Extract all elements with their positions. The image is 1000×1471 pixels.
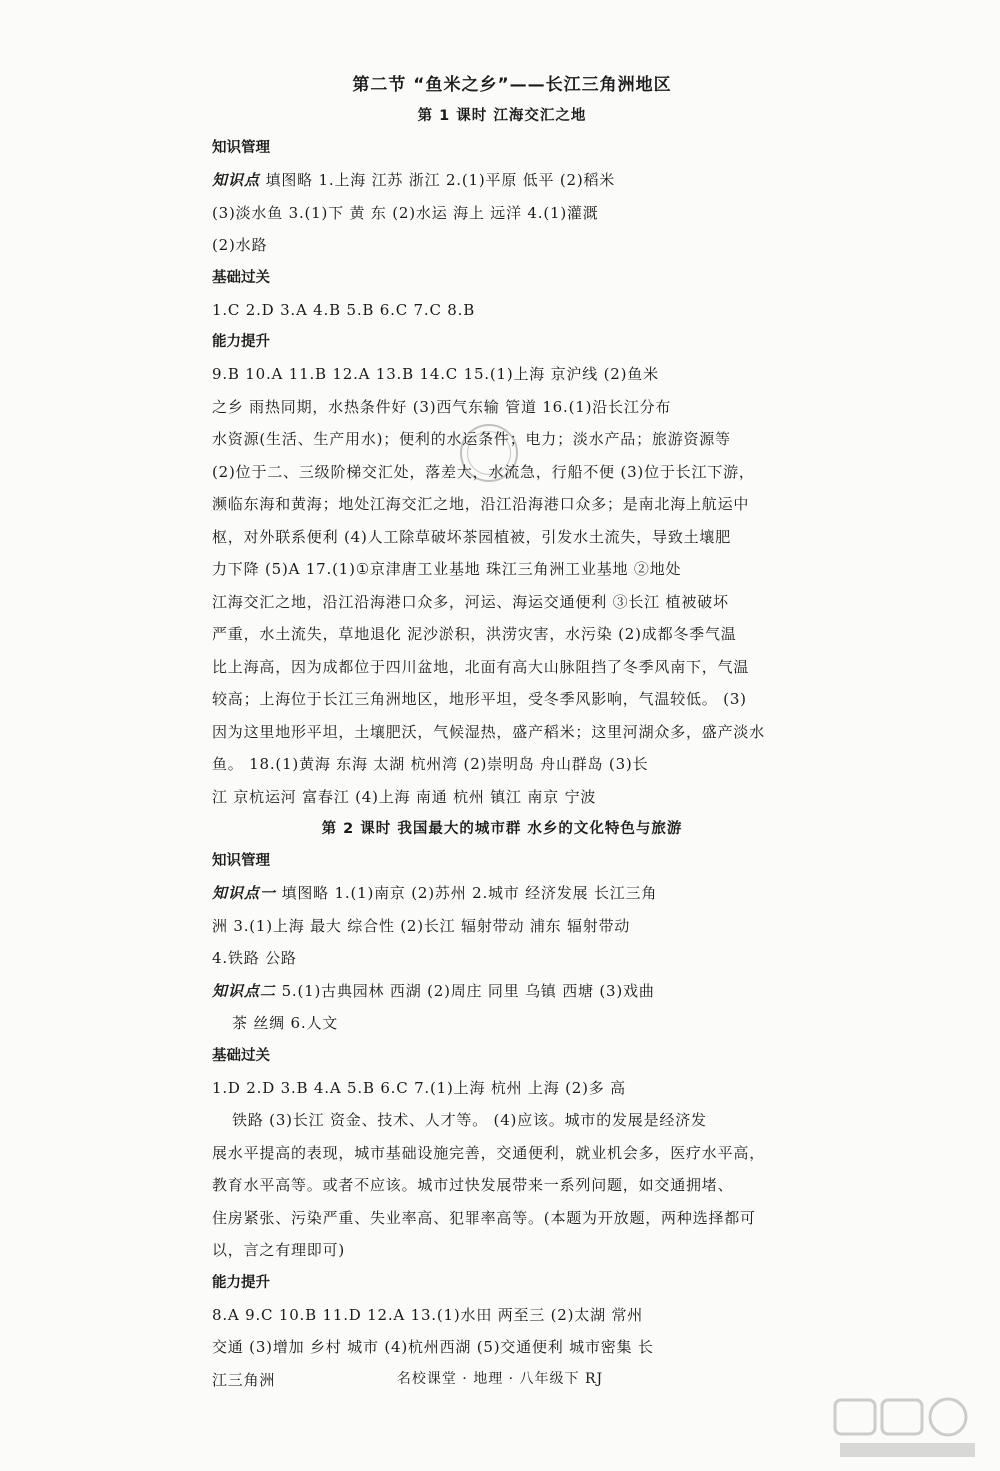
line-text: 铁路 (3)长江 资金、技术、人才等。 (4)应该。城市的发展是经济发 <box>232 1111 707 1129</box>
line-text: 1.D 2.D 3.B 4.A 5.B 6.C 7.(1)上海 杭州 上海 (2)多 高 <box>212 1078 626 1097</box>
line-text: 填图略 1.(1)南京 (2)苏州 2.城市 经济发展 长江三角 <box>276 884 658 902</box>
lesson1-zhishi-block <box>212 164 792 262</box>
line-text: 教育水平高等。或者不应该。城市过快发展带来一系列问题，如交通拥堵、 <box>212 1176 734 1194</box>
knowledge-point-tag: 知识点 <box>212 171 261 189</box>
section-title: 第二节 “鱼米之乡”——长江三角洲地区 <box>352 75 672 95</box>
knowledge-point-tag: 知识点一 <box>212 884 277 902</box>
line-text: 5.(1)古典园林 西湖 (2)周庄 同里 乌镇 西塘 (3)戏曲 <box>276 981 655 1000</box>
answer-line: 较高；上海位于长江三角洲地区，地形平坦，受冬季风影响，气温较低。 (3) <box>212 690 747 708</box>
answer-line: (2)位于二、三级阶梯交汇处，落差大，水流急，行船不便 (3)位于长江下游， <box>212 462 755 481</box>
answer-line <box>212 910 792 943</box>
answer-line <box>212 1202 792 1235</box>
answer-line <box>212 1007 792 1040</box>
answer-line: 之乡 雨热同期，水热条件好 (3)西气东输 管道 16.(1)沿长江分布 <box>212 397 672 416</box>
knowledge-point-tag: 知识点二 <box>212 981 277 1000</box>
answer-line <box>212 1072 792 1105</box>
page-footer: 名校课堂 · 地理 · 八年级下 RJ <box>396 1371 604 1387</box>
answer-line: 力下降 (5)A 17.(1)①京津唐工业基地 珠江三角洲工业基地 ②地处 <box>212 560 682 578</box>
answer-line: 枢，对外联系便利 (4)人工除草破坏茶园植被，引发水土流失，导致土壤肥 <box>212 527 732 546</box>
line-text: 住房紧张、污染严重、失业率高、犯罪率高等。(本题为开放题，两种选择都可 <box>212 1208 756 1227</box>
line-text: 填图略 1.上海 江苏 浙江 2.(1)平原 低平 (2)稻米 <box>260 171 616 189</box>
answer-line: 因为这里地形平坦，土壤肥沃，气候湿热，盛产稻米；这里河湖众多，盛产淡水 <box>212 722 766 741</box>
answer-line: 9.B 10.A 11.B 12.A 13.B 14.C 15.(1)上海 京沪线 (2)鱼米 <box>212 365 659 383</box>
answer-line: 水资源(生活、生产用水)；便利的水运条件；电力；淡水产品；旅游资源等 <box>212 430 731 448</box>
line-text: (2)水路 <box>212 236 268 254</box>
answer-line <box>212 1137 792 1170</box>
line-text: 4.铁路 公路 <box>212 949 297 967</box>
lesson1-nengli-block <box>212 358 792 813</box>
answer-line: 江海交汇之地，沿江沿海港口众多，河运、海运交通便利 ③长江 植被破坏 <box>212 592 729 611</box>
line-text: 展水平提高的表现，城市基础设施完善，交通便利，就业机会多，医疗水平高， <box>212 1143 766 1162</box>
lesson1-jichu-heading: 基础过关 <box>212 269 270 286</box>
answer-line <box>212 197 792 230</box>
answer-line <box>212 942 792 975</box>
lesson1-title: 第 1 课时 江海交汇之地 <box>417 108 587 124</box>
answer-line: 濒临东海和黄海；地处江海交汇之地，沿江沿海港口众多；是南北海上航运中 <box>212 495 750 513</box>
line-text: 茶 丝绸 6.人文 <box>232 1014 339 1032</box>
answer-line: 严重，水土流失，草地退化 泥沙淤积，洪涝灾害，水污染 (2)成都冬季气温 <box>212 625 737 643</box>
answer-line: 鱼。 18.(1)黄海 东海 太湖 杭州湾 (2)崇明岛 舟山群岛 (3)长 <box>212 755 649 773</box>
lesson2-zhishi-heading: 知识管理 <box>212 853 270 869</box>
lesson2-zhishi-block <box>212 877 792 1040</box>
answer-line: 比上海高，因为成都位于四川盆地，北面有高大山脉阻挡了冬季风南下，气温 <box>212 657 750 676</box>
answer-line <box>212 1104 792 1137</box>
line-text: (3)淡水鱼 3.(1)下 黄 东 (2)水运 海上 远洋 4.(1)灌溉 <box>212 203 599 222</box>
lesson2-title: 第 2 课时 我国最大的城市群 水乡的文化特色与旅游 <box>321 821 683 837</box>
answer-line: 8.A 9.C 10.B 11.D 12.A 13.(1)水田 两至三 (2)太湖 常州 <box>212 1305 644 1324</box>
answer-line: 江三角洲 <box>212 1370 276 1389</box>
answer-line: 江 京杭运河 富春江 (4)上海 南通 杭州 镇江 南京 宁波 <box>212 787 597 806</box>
answer-line: 1.C 2.D 3.A 4.B 5.B 6.C 7.C 8.B <box>212 300 476 319</box>
lesson2-jichu-block <box>212 1072 792 1267</box>
line-text: 以，言之有理即可) <box>212 1241 346 1259</box>
lesson1-jichu-block <box>212 294 792 327</box>
answer-line <box>212 1234 792 1267</box>
line-text: 洲 3.(1)上海 最大 综合性 (2)长江 辐射带动 浦东 辐射带动 <box>212 916 631 935</box>
lesson2-jichu-heading: 基础过关 <box>212 1047 270 1064</box>
lesson1-zhishi-heading: 知识管理 <box>212 140 270 156</box>
answer-line <box>212 877 792 910</box>
answer-page <box>212 70 792 1396</box>
answer-line <box>212 229 792 262</box>
answer-line <box>212 1169 792 1202</box>
lesson2-nengli-heading: 能力提升 <box>212 1274 270 1291</box>
answer-line: 交通 (3)增加 乡村 城市 (4)杭州西湖 (5)交通便利 城市密集 长 <box>212 1338 654 1356</box>
answer-line <box>212 975 792 1008</box>
lesson1-nengli-heading: 能力提升 <box>212 334 270 350</box>
answer-line <box>212 164 792 197</box>
watermark-logo <box>830 1395 985 1465</box>
